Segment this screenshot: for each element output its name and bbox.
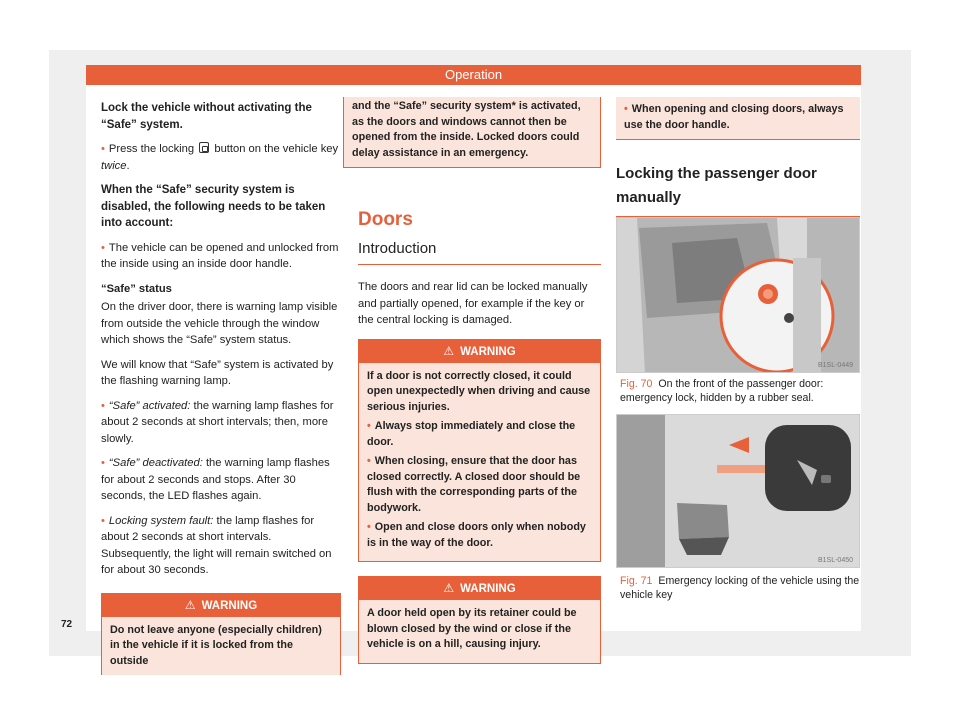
- lock-icon: [199, 142, 209, 153]
- warning-header: ⚠ WARNING: [359, 577, 600, 600]
- subsection-introduction: Introduction: [358, 241, 601, 266]
- intro-text: The doors and rear lid can be locked manually and partially opened, for example if the key or the central locking is damaged.: [358, 281, 588, 326]
- warning-box-retainer: [358, 576, 601, 664]
- figure-code: B1SL-0450: [817, 557, 853, 564]
- figure-70: [616, 217, 860, 373]
- safe-disabled-item: • The vehicle can be opened and unlocked from the inside using an inside door handle.: [101, 241, 339, 270]
- bullet-icon: •: [624, 103, 628, 115]
- safe-status-text: On the driver door, there is warning lamp visible from outside the vehicle through the window which shows the “Safe” system status.: [101, 301, 338, 346]
- figure-code: B1SL-0449: [817, 362, 853, 369]
- warning-header: ⚠ WARNING: [359, 340, 600, 363]
- passenger-door-illustration: [617, 218, 860, 373]
- warning-header: ⚠ WARNING: [102, 594, 340, 617]
- bullet-icon: •: [367, 455, 371, 467]
- bullet-icon: •: [101, 399, 105, 412]
- warning-box-door: [358, 339, 601, 563]
- bullet-icon: •: [101, 514, 105, 527]
- warning-icon: ⚠: [443, 343, 455, 358]
- warning-text: Do not leave anyone (especially children) in the vehicle if it is locked from the outside: [110, 623, 322, 667]
- safe-disabled-heading: When the “Safe” security system is disabled, the following needs to be taken into account:: [101, 184, 326, 229]
- list-item: • “Safe” deactivated: the warning lamp flashes for about 2 seconds and stops. After 30 seconds, the LED flashes again.: [101, 457, 330, 502]
- list-item: • “Safe” activated: the warning lamp flashes for about 2 seconds at short intervals; then, more slowly.: [101, 399, 334, 445]
- section-header: Operation: [86, 65, 861, 85]
- warning-box-safe: [101, 593, 341, 676]
- door-lock-key-illustration: [617, 415, 860, 568]
- safe-flashing-text: We will know that “Safe” system is activated by the flashing warning lamp.: [101, 358, 334, 387]
- bullet-icon: •: [101, 457, 105, 469]
- bullet-icon: •: [101, 143, 105, 155]
- column-1: [101, 100, 341, 689]
- figure-71: [616, 414, 860, 568]
- bullet-icon: •: [367, 521, 371, 533]
- warning-continuation: and the “Safe” security system* is activated, as the doors and windows cannot then be opened from the inside. Locked doors could delay assistance in an emergency.: [343, 97, 601, 168]
- bullet-icon: •: [367, 420, 371, 432]
- lock-step: • Press the locking button on the vehicle key twice.: [101, 143, 339, 172]
- bullet-icon: •: [101, 241, 105, 254]
- warning-icon: ⚠: [443, 581, 455, 595]
- warning-body: If a door is not correctly closed, it could open unexpectedly when driving and cause serious injuries. • Always stop immediately and close the door. • When closing, ensure that the door has closed correctly. A closed door should be flush with the corresponding parts of the bodywork. • Open and close doors only when nobody is in the way of the door.: [367, 369, 591, 549]
- section-title-doors: Doors: [358, 209, 413, 230]
- figure-70-caption: Fig. 70 On the front of the passenger door: emergency lock, hidden by a rubber seal.: [620, 378, 824, 404]
- column-2: [358, 196, 601, 678]
- door-handle-tip: • When opening and closing doors, always use the door handle.: [616, 97, 860, 140]
- page-number: 72: [61, 619, 73, 630]
- warning-icon: ⚠: [184, 597, 196, 612]
- figure-71-caption: Fig. 71 Emergency locking of the vehicle using the vehicle key: [620, 575, 860, 601]
- list-item: • Locking system fault: the lamp flashes for about 2 seconds at short intervals. Subsequently, the light will remain switched on for about 30 seconds.: [101, 514, 332, 576]
- lock-heading: Lock the vehicle without activating the “Safe” system.: [101, 102, 312, 131]
- safe-status-title: “Safe” status: [101, 282, 172, 295]
- section-heading-locking: Locking the passenger door manually: [616, 162, 860, 217]
- warning-body: A door held open by its retainer could be blown closed by the wind or close if the vehicle is on a hill, causing injury.: [367, 607, 577, 650]
